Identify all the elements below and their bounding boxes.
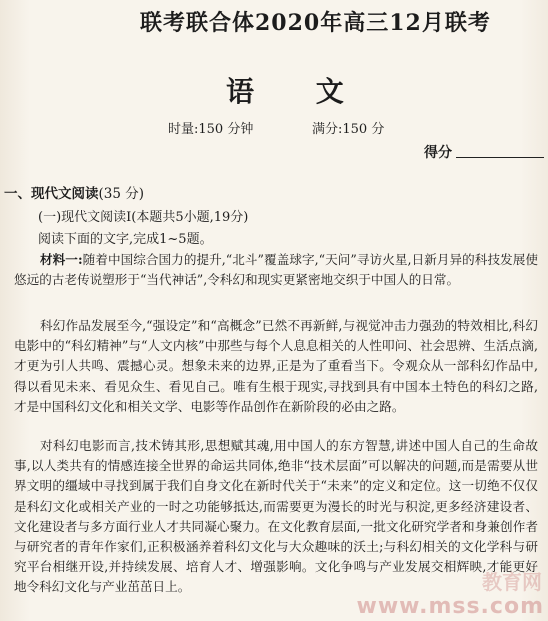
passage-paragraph-1 (14, 250, 538, 290)
reading-instruction: 阅读下面的文字,完成1~5题。 (38, 232, 213, 247)
watermark-site: www.mss.com (356, 594, 544, 619)
score-field-line (456, 157, 544, 158)
time-limit: 时量:150 分钟 (168, 122, 254, 137)
score-field-label: 得分 (424, 145, 452, 161)
material-label: 材料一: (40, 252, 83, 267)
section-heading (4, 182, 144, 202)
full-score: 满分:150 分 (312, 122, 385, 137)
paragraph-1-text: 随着中国综合国力的提升,“北斗”覆盖球字,“天问”寻访火星,日新月异的科技发展使悠远的古老传说塑形于“当代神话”,令科幻和现实更紧密地交织于中国人的日常。 (14, 252, 538, 288)
exam-title: 联考联合体2020年高三12月联考 (140, 10, 491, 36)
subsection-heading: (一)现代文阅读Ⅰ(本题共5小题,19分) (38, 210, 249, 225)
section-points: (35 分) (98, 186, 145, 202)
passage-paragraph-2: 科幻作品发展至今,“强设定”和“高概念”已然不再新鲜,与视觉冲击力强劲的特效相比,科幻电影中的“科幻精神”与“人文内核”中那些与每个人息息相关的人性叩问、社会思辨、生活点滴,才更为引人共鸣、震撼心灵。想象未来的边界,正是为了重看当下。令观众从一部科幻作品中,得以看见未来、看见众生、看见自己。唯有生根于现实,寻找到具有中国本土特色的科幻之路,才是中国科幻文化和相关文学、电影等作品创作在新阶段的必由之路。 (14, 318, 538, 414)
passage-paragraph-3: 对科幻电影而言,技术铸其形,思想赋其魂,用中国人的东方智慧,讲述中国人自己的生命故事,以人类共有的情感连接全世界的命运共同体,绝非“技术层面”可以解决的问题,而是需要从世界文明的缰域中寻找到属于我们自身文化在新时代关于“未来”的定义和定位。这一切绝不仅仅是科幻文化或相关产业的一时之功能够抵达,而需要更为漫长的时光与积淀,更多经济建设者、文化建设者与多方面行业人才共同凝心聚力。在文化教育层面,一批文化研究学者和身兼创作者与研究者的青年作家们,正积极涵养着科幻文化与大众趣味的沃土;与科幻相关的文化学科与研究平台相继开设,并持续发展、培育人才、增强影响。文化争鸣与产业发展交相辉映,才能更好地令科幻文化与产业茁茁日上。 (14, 438, 538, 595)
section-heading-text: 一、现代文阅读 (4, 186, 99, 202)
subject-title: 语 文 (226, 75, 370, 108)
watermark-cn: 教育网 (482, 570, 542, 594)
